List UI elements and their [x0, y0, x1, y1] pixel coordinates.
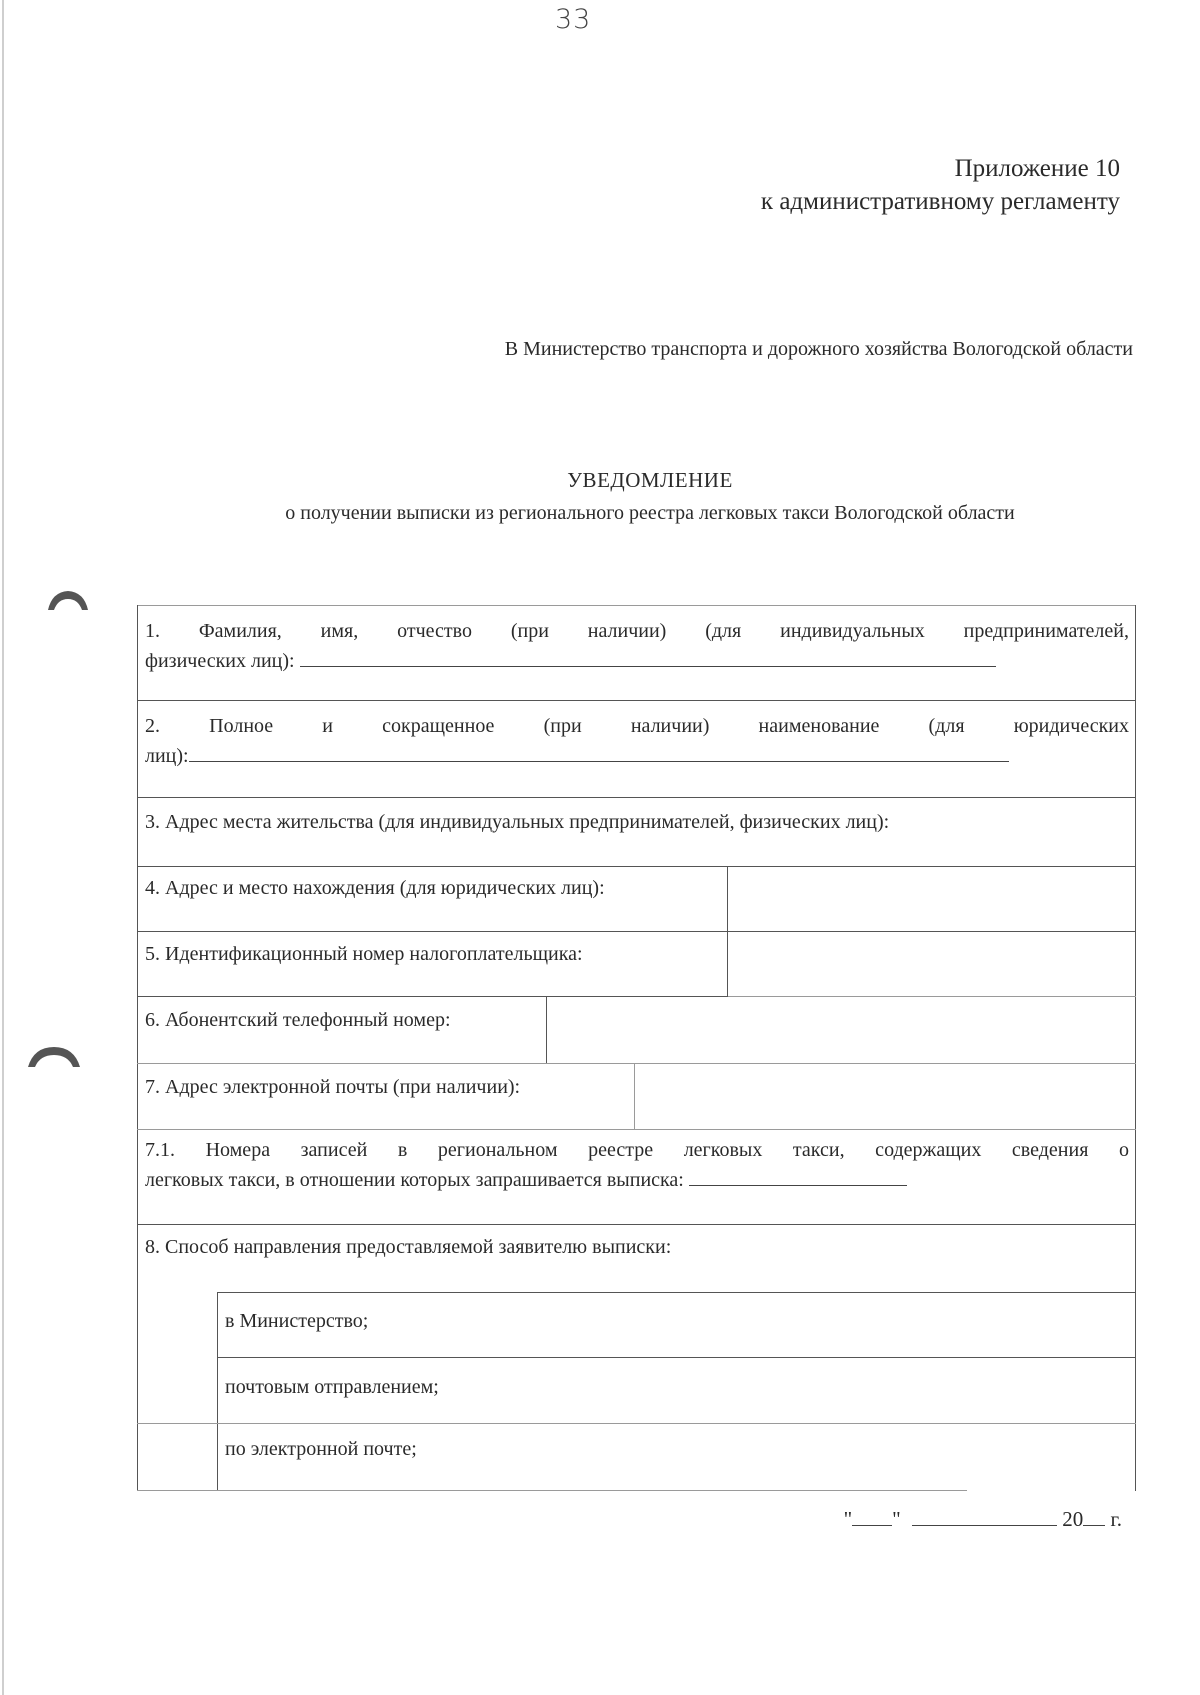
punch-hole-mark: [28, 1045, 80, 1067]
registry-numbers-input-line[interactable]: [689, 1167, 907, 1186]
form-border-right: [1135, 605, 1136, 1491]
date-quote-close: ": [892, 1507, 901, 1531]
cell-divider: [634, 1063, 635, 1129]
section-divider: [137, 700, 1136, 701]
appendix-header: [761, 152, 1120, 218]
form-border-left: [137, 605, 138, 1491]
cell-divider: [727, 931, 728, 996]
field4-label: 4. Адрес и место нахождения (для юридических лиц):: [145, 877, 605, 899]
cell-divider: [546, 996, 547, 1063]
delivery-option-email-label: по электронной почте;: [225, 1438, 417, 1460]
document-title: УВЕДОМЛЕНИЕ: [567, 468, 733, 492]
delivery-option-email[interactable]: [219, 1424, 1134, 1488]
field5-label: 5. Идентификационный номер налогоплательщика:: [145, 943, 583, 965]
date-year-input[interactable]: [1083, 1507, 1105, 1526]
date-year-prefix: 20: [1062, 1507, 1084, 1531]
email-input[interactable]: [636, 1064, 1133, 1128]
cell-divider: [727, 866, 728, 931]
page-number: 33: [555, 4, 592, 35]
field7-1-label-text: легковых такси, в отношении которых запрашивается выписка:: [145, 1169, 684, 1191]
delivery-option-post[interactable]: [219, 1358, 1134, 1422]
address-legal-input[interactable]: [729, 867, 1133, 930]
appendix-line2: к административному регламенту: [760, 188, 1120, 215]
field1-label-line1: 1. Фамилия, имя, отчество (при наличии) (для индивидуальных предпринимателей,: [145, 620, 1129, 642]
section-divider: [137, 1224, 1136, 1225]
field2-label-line1: 2. Полное и сокращенное (при наличии) наименование (для юридических: [145, 715, 1129, 737]
field2-label-line2: [145, 741, 1009, 771]
full-name-input-line[interactable]: [300, 648, 996, 667]
delivery-option-post-label: почтовым отправлением;: [225, 1376, 439, 1398]
field1-label-line2: [145, 646, 996, 676]
field7-label: 7. Адрес электронной почты (при наличии):: [145, 1076, 521, 1098]
field7-1-label-line1: 7.1. Номера записей в региональном реестре легковых такси, содержащих сведения о: [145, 1139, 1129, 1161]
date-day-input[interactable]: [852, 1507, 892, 1526]
option-column-divider: [217, 1292, 218, 1491]
field8-label: 8. Способ направления предоставляемой заявителю выписки:: [145, 1236, 672, 1258]
date-quote-open: ": [843, 1507, 853, 1531]
date-line: [844, 1507, 1122, 1532]
date-month-input[interactable]: [912, 1507, 1057, 1526]
section-divider: [137, 1129, 1136, 1130]
addressee: В Министерство транспорта и дорожного хозяйства Вологодской области: [504, 338, 1133, 360]
delivery-option-ministry[interactable]: [219, 1293, 1134, 1357]
date-year-suffix: г.: [1110, 1507, 1122, 1531]
form-border-bottom: [137, 1490, 967, 1491]
appendix-line1: Приложение 10: [954, 155, 1120, 182]
form-border-top: [137, 605, 1136, 606]
field1-label-text: физических лиц):: [145, 650, 295, 672]
field2-label-text: лиц):: [145, 745, 189, 767]
punch-hole-mark: [48, 588, 88, 610]
field6-label: 6. Абонентский телефонный номер:: [145, 1009, 451, 1031]
document-subtitle: о получении выписки из регионального реестра легковых такси Вологодской области: [285, 502, 1015, 524]
organization-name-input-line[interactable]: [189, 743, 1009, 762]
taxpayer-id-input[interactable]: [729, 932, 1133, 995]
delivery-option-ministry-label: в Министерство;: [225, 1310, 369, 1332]
section-divider: [137, 797, 1136, 798]
notification-form: [137, 605, 1136, 1491]
field7-1-label-line2: [145, 1165, 907, 1195]
field3-label: 3. Адрес места жительства (для индивидуальных предпринимателей, физических лиц):: [145, 811, 890, 833]
phone-number-input[interactable]: [548, 997, 1133, 1062]
scan-edge: [2, 0, 4, 1695]
